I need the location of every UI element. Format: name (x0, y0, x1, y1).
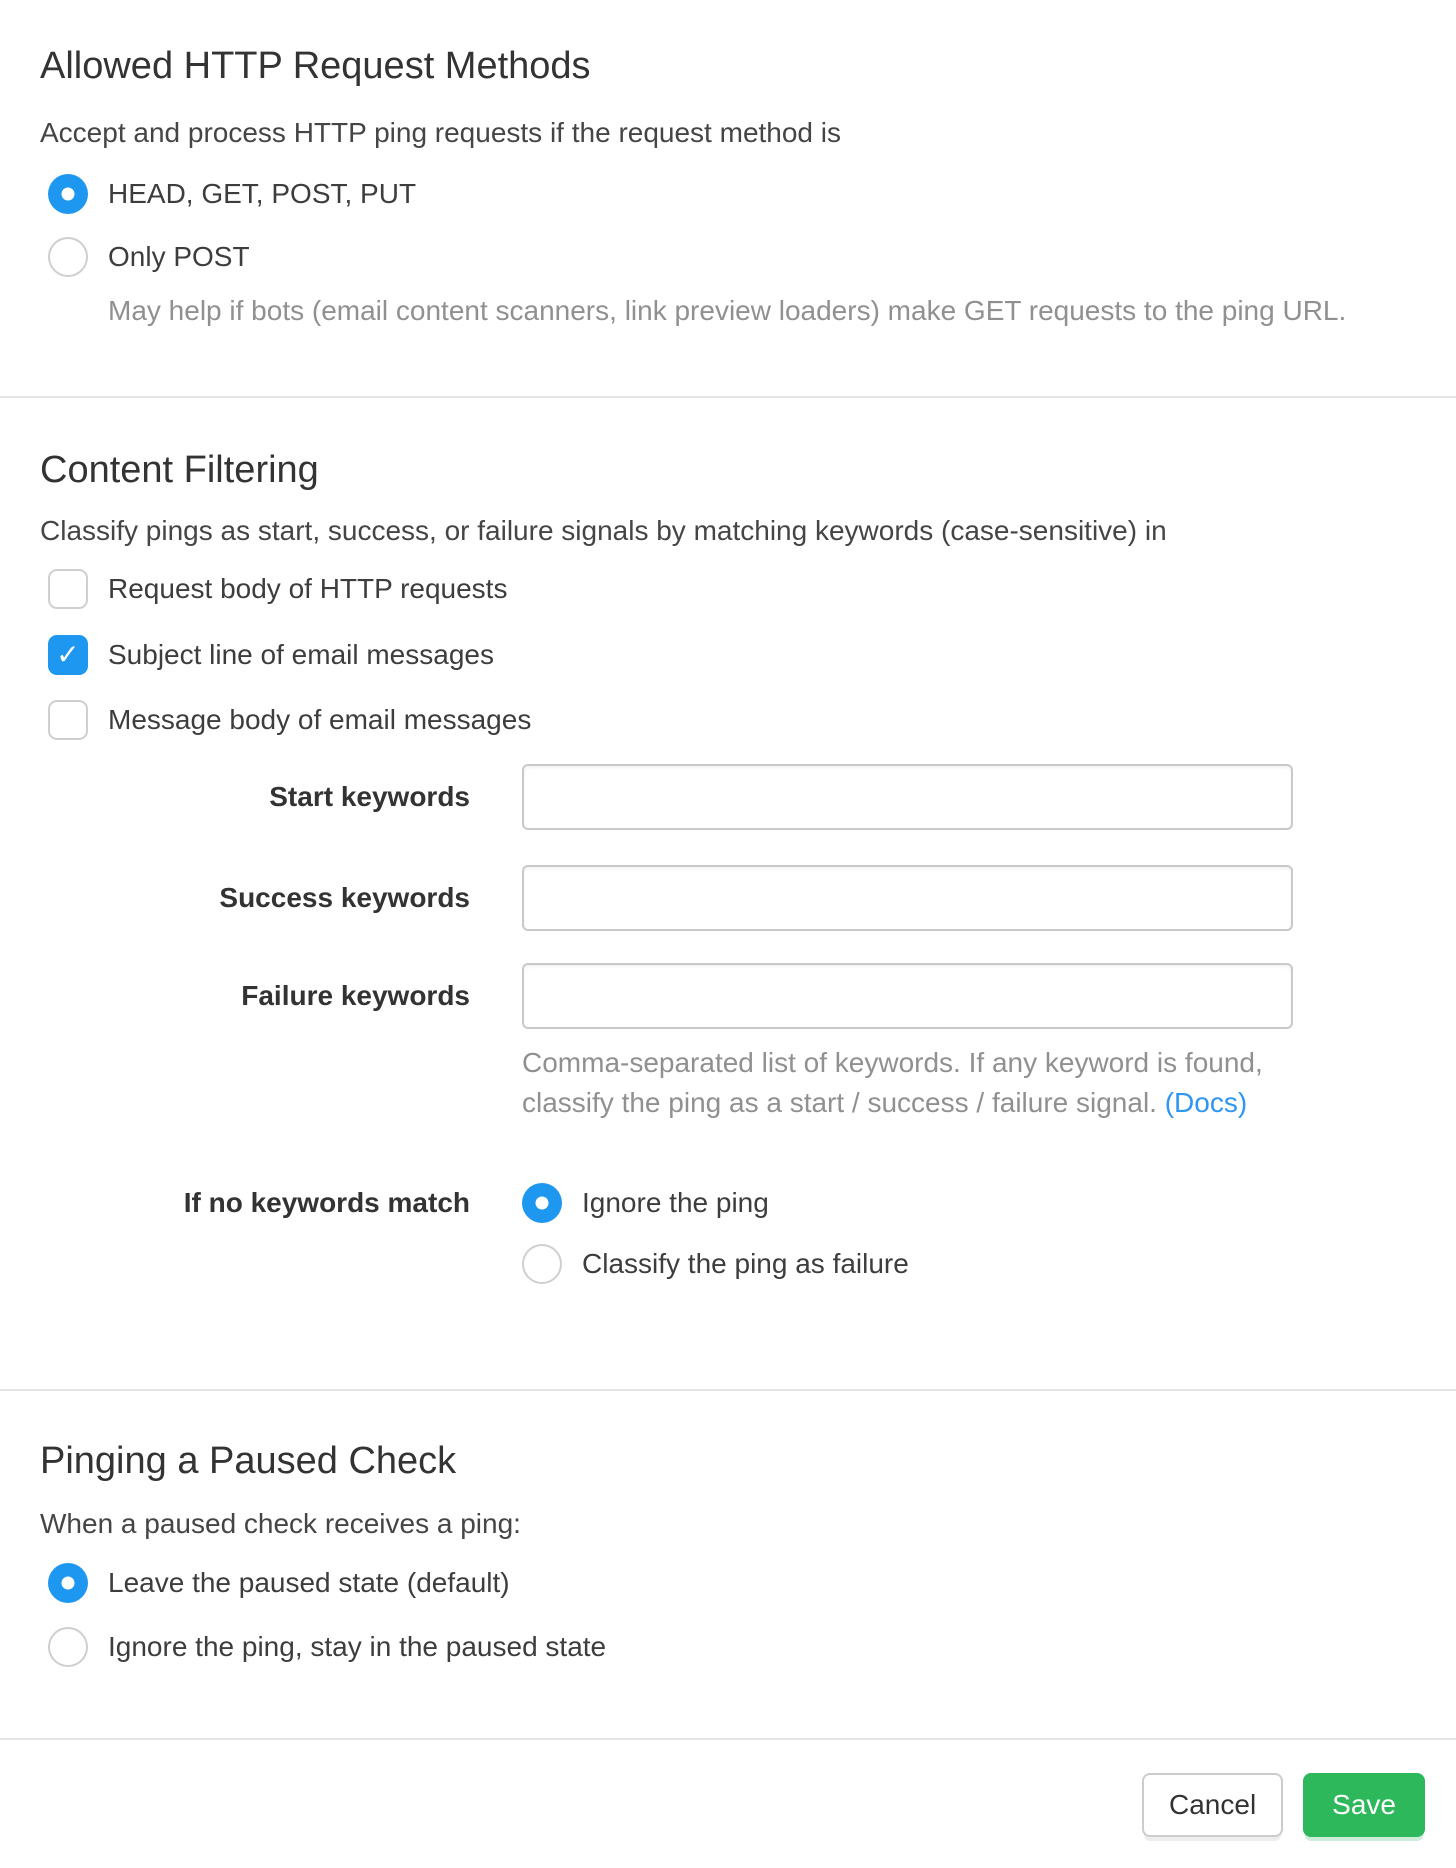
start-keywords-input[interactable] (522, 764, 1293, 830)
filtering-subtitle: Classify pings as start, success, or failure signals by matching keywords (case-sensitive) in (40, 515, 1167, 546)
check-icon: ✓ (56, 639, 80, 670)
radio-option-head-get-post-put[interactable] (40, 174, 1416, 214)
checkbox-label: Request body of HTTP requests (108, 573, 508, 604)
section-title-filtering: Content Filtering (40, 449, 319, 491)
failure-keywords-label: Failure keywords (241, 980, 470, 1011)
section-pinging-paused-check (0, 1391, 1456, 1738)
keywords-helper-text (522, 1043, 1416, 1123)
form-row-failure-keywords (40, 963, 1416, 1029)
radio-button-icon[interactable] (48, 174, 88, 214)
radio-option-only-post[interactable] (40, 237, 1416, 277)
docs-link[interactable]: (Docs) (1164, 1087, 1248, 1118)
radio-option-ignore-the-ping[interactable] (522, 1183, 909, 1223)
checkbox-label: Subject line of email messages (108, 639, 494, 670)
radio-option-label: Classify the ping as failure (582, 1248, 909, 1279)
radio-option-label: Ignore the ping (582, 1187, 769, 1218)
paused-subtitle: When a paused check receives a ping: (40, 1508, 521, 1539)
section-title-paused: Pinging a Paused Check (40, 1440, 457, 1482)
start-keywords-label: Start keywords (269, 781, 470, 812)
form-footer (0, 1740, 1456, 1837)
success-keywords-label: Success keywords (219, 882, 470, 913)
failure-keywords-input[interactable] (522, 963, 1293, 1029)
form-row-success-keywords (40, 865, 1416, 931)
no-keywords-match-label: If no keywords match (183, 1187, 470, 1218)
radio-button-icon[interactable] (48, 1627, 88, 1667)
radio-option-leave-paused-state[interactable] (40, 1563, 1416, 1603)
section-content-filtering (0, 398, 1456, 1389)
checkbox-message-body[interactable] (40, 700, 1416, 740)
radio-option-classify-as-failure[interactable] (522, 1244, 909, 1284)
radio-button-icon[interactable] (48, 1563, 88, 1603)
success-keywords-input[interactable] (522, 865, 1293, 931)
radio-option-ignore-stay-paused[interactable] (40, 1627, 1416, 1667)
methods-helper-text: May help if bots (email content scanners, link preview loaders) make GET requests to the ping URL. (108, 295, 1347, 326)
checkbox-request-body[interactable] (40, 569, 1416, 609)
section-allowed-http-request-methods (0, 0, 1456, 396)
keywords-helper-line1: Comma-separated list of keywords. If any keyword is found, (522, 1047, 1263, 1078)
radio-option-label: Leave the paused state (default) (108, 1567, 510, 1598)
checkbox-subject-line[interactable] (40, 635, 1416, 675)
radio-option-label: Only POST (108, 241, 250, 272)
form-row-no-keywords-match (40, 1183, 1416, 1284)
checkbox-icon[interactable] (48, 700, 88, 740)
radio-button-icon[interactable] (522, 1183, 562, 1223)
save-button[interactable]: Save (1303, 1773, 1425, 1837)
checkbox-icon[interactable] (48, 635, 88, 675)
radio-button-icon[interactable] (522, 1244, 562, 1284)
radio-option-label: Ignore the ping, stay in the paused state (108, 1631, 607, 1662)
radio-button-icon[interactable] (48, 237, 88, 277)
no-match-radio-group (522, 1183, 909, 1284)
checkbox-icon[interactable] (48, 569, 88, 609)
section-title-methods: Allowed HTTP Request Methods (40, 45, 591, 87)
cancel-button[interactable]: Cancel (1142, 1773, 1283, 1837)
radio-option-label: HEAD, GET, POST, PUT (108, 178, 417, 209)
form-row-start-keywords (40, 764, 1416, 830)
checkbox-label: Message body of email messages (108, 704, 532, 735)
methods-subtitle: Accept and process HTTP ping requests if the request method is (40, 117, 842, 148)
keywords-helper-line2: classify the ping as a start / success / failure signal. (522, 1087, 1157, 1118)
